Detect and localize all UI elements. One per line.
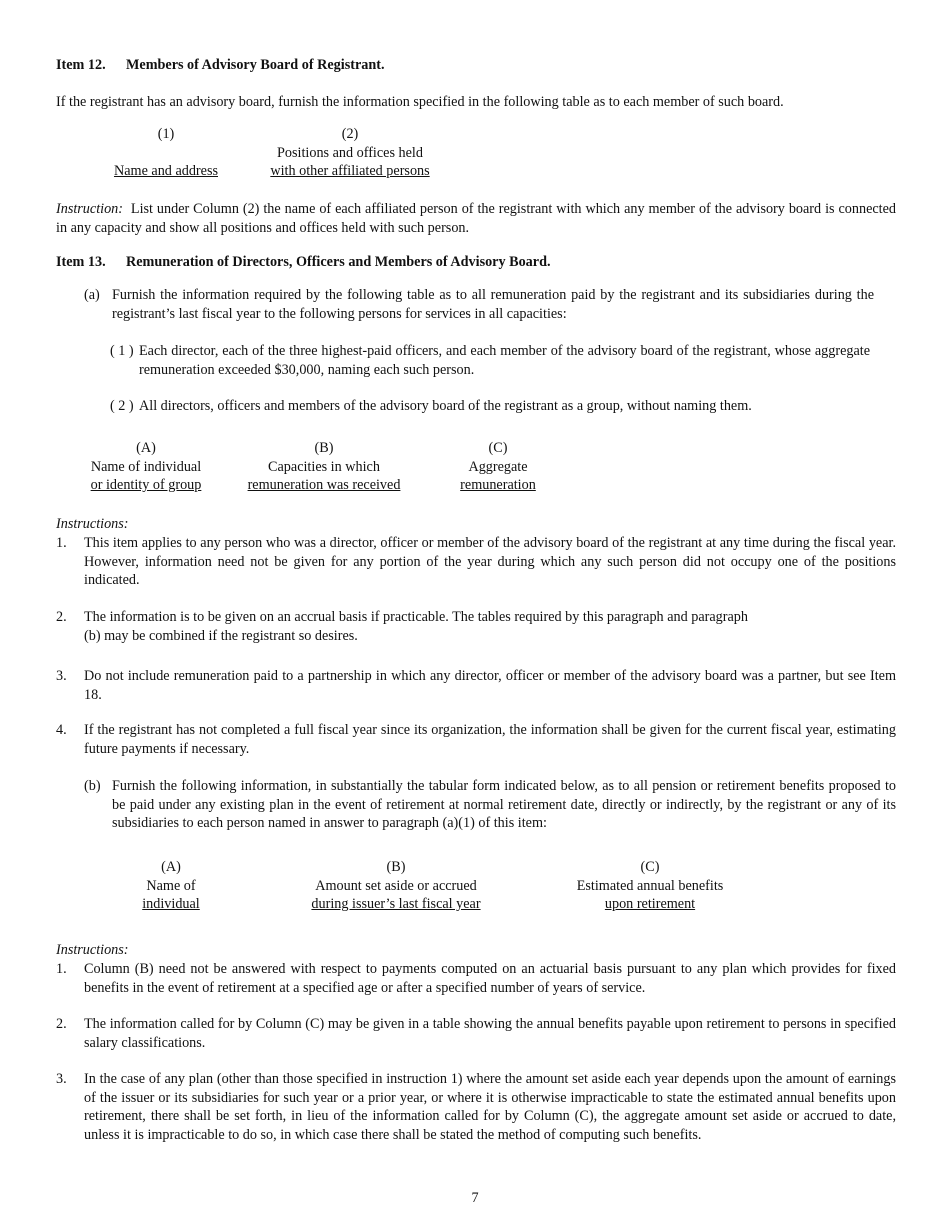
col-number: (C) [488,440,508,456]
paragraph-b-text: Furnish the following information, in substantially the tabular form indicated below, as to all pension or retirement benefits proposed to be paid under any existing plan in the event of retirement at normal retirement date, directly or indirectly, by the registrant or any of its subsidiaries to each person named in answer to paragraph (a)(1) of this item: [112,778,896,831]
instructions-label: Instructions: [56,942,129,958]
instruction-item: 2. The information is to be given on an accrual basis if practicable. The tables required by this paragraph and paragraph (b) may be combined if the registrant so desires. [56,609,748,644]
instruction-item: 2. The information called for by Column (C) may be given in a table showing the annual benefits payable upon retirement to persons in specified salary classifications. [56,1016,896,1051]
col-label: upon retirement [604,896,696,912]
instruction-label: Instruction: [56,201,123,217]
instruction-text: List under Column (2) the name of each affiliated person of the registrant with which any member of the advisory board is connected in any capacity and show all positions and offices held with such person. [56,201,896,236]
col-label: or identity of group [90,477,202,493]
col-number: (B) [314,440,334,456]
paragraph-a1-label: ( 1 ) [110,343,134,359]
col-label-line1: Positions and offices held [277,144,423,161]
paragraph-a-text: Furnish the information required by the following table as to all remuneration paid by the registrant and its subsidiaries during the registrant’s last fiscal year to the following persons for services in all capacities: [112,287,874,322]
col-label: Name and address [113,163,218,179]
col-number: (A) [136,440,156,456]
item-13-heading [56,253,551,272]
col-number: (C) [640,859,660,875]
col-label-line1: Amount set aside or accrued [315,877,477,894]
item-12-heading [56,56,385,75]
instructions-label: Instructions: [56,516,129,532]
paragraph-a [84,286,874,323]
col-label-line1: Name of [146,877,196,894]
table-b-col-b-header [286,858,506,914]
paragraph-a2 [110,397,870,416]
item-13-number: Item 13. [56,254,106,270]
col-number: (2) [341,126,359,142]
paragraph-a1 [110,342,870,379]
paragraph-b [84,777,896,833]
col-label-line1: Name of individual [90,458,202,475]
paragraph-a2-text: All directors, officers and members of the advisory board of the registrant as a group, without naming them. [139,398,752,414]
table-b-col-c-header [550,858,750,914]
page-number: 7 [471,1190,479,1206]
instruction-item: 3. In the case of any plan (other than those specified in instruction 1) where the amount set aside each year depends upon the amount of earnings of the issuer or its subsidiaries for such year or a prior year, or where it is otherwise impracticable to state the estimated annual benefits upon retirement, there shall be set forth, in lieu of the information called for by Column (C), the aggregate amount set aside or accrued to date, unless it is impracticable to do so, in which case there shall be stated the method of computing such benefits. [56,1071,896,1143]
col-label: individual [142,896,200,912]
instruction-item: 4. If the registrant has not completed a full fiscal year since its organization, the information shall be given for the current fiscal year, estimating future payments if necessary. [56,722,896,757]
item-12-col-2-header [250,125,450,181]
item-12-intro: If the registrant has an advisory board, furnish the information specified in the following table as to each member of such board. [56,94,784,110]
table-a-col-b-header [234,439,414,495]
item-12-col-1-header [96,125,236,181]
item-13-title: Remuneration of Directors, Officers and Members of Advisory Board. [126,254,551,270]
table-a-col-c-header [448,439,548,495]
table-a-col-a-header [76,439,216,495]
item-12-instruction [56,200,896,237]
instruction-item: 1. Column (B) need not be answered with respect to payments computed on an actuarial basis pursuant to any plan which provides for fixed benefits in the event of retirement at a specified age or after a specified number of years of service. [56,961,896,996]
col-label: during issuer’s last fiscal year [311,896,481,912]
paragraph-b-label: (b) [84,778,101,794]
col-label-line1: Capacities in which [268,458,380,475]
item-12-title: Members of Advisory Board of Registrant. [126,57,385,73]
table-b-col-a-header [121,858,221,914]
col-label-line1: Estimated annual benefits [576,877,724,894]
col-label: remuneration [460,477,536,493]
item-12-number: Item 12. [56,57,106,73]
paragraph-a-label: (a) [84,287,100,303]
col-label-line1: Aggregate [468,458,528,475]
instruction-item: 3. Do not include remuneration paid to a partnership in which any director, officer or member of the advisory board was a partner, but see Item 18. [56,668,896,703]
col-label: with other affiliated persons [270,163,430,179]
paragraph-a1-text: Each director, each of the three highest-paid officers, and each member of the advisory board of the registrant, whose aggregate remuneration exceeded $30,000, naming each such person. [139,343,870,378]
paragraph-a2-label: ( 2 ) [110,398,134,414]
col-label: remuneration was received [247,477,401,493]
col-number: (1) [157,126,175,142]
col-number: (A) [161,859,181,875]
col-number: (B) [386,859,406,875]
instruction-item: 1. This item applies to any person who was a director, officer or member of the advisory board of the registrant at any time during the fiscal year. However, information need not be given for any portion of the year during which any such person did not occupy one of the positions indicated. [56,535,896,588]
